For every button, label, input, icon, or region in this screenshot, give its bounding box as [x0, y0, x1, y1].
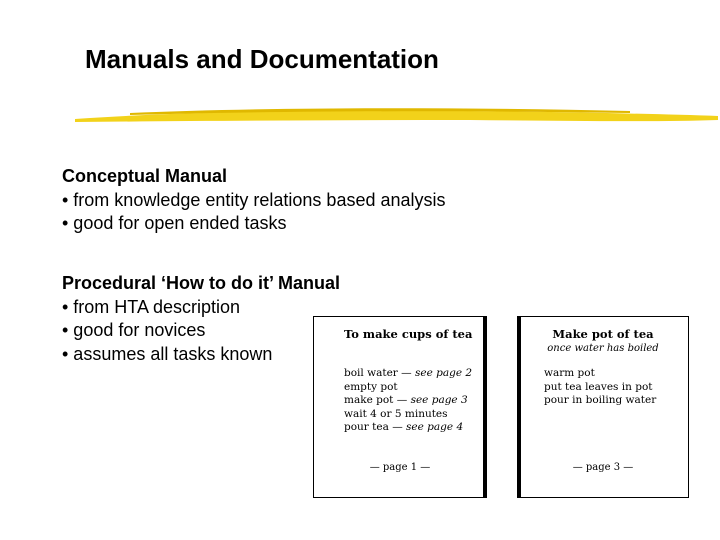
manual-page-subtitle: once water has boiled [547, 343, 659, 354]
manual-step: warm pot [544, 367, 595, 379]
procedural-bullet: • assumes all tasks known [62, 343, 273, 364]
manual-page-title: Make pot of tea [552, 327, 654, 341]
conceptual-heading: Conceptual Manual [62, 166, 228, 186]
procedural-bullet: • from HTA description [62, 296, 241, 317]
manual-step [344, 421, 472, 435]
step-page-ref: see page 2 [414, 367, 473, 379]
conceptual-section [62, 165, 446, 236]
step-text: pour tea — [344, 421, 407, 433]
manual-step [344, 381, 472, 395]
step-text: wait 4 or 5 minutes [344, 407, 448, 420]
step-text: make pot — [344, 394, 411, 406]
manual-page-steps [544, 367, 656, 408]
manual-page-number: — page 3 — [572, 462, 634, 473]
manual-step: pour in boiling water [544, 394, 657, 406]
step-page-ref: see page 3 [410, 394, 468, 406]
step-page-ref: see page 4 [406, 421, 464, 433]
manual-page-number: — page 1 — [369, 462, 431, 473]
conceptual-bullet: • good for open ended tasks [62, 213, 287, 233]
manual-page-1 [313, 316, 487, 498]
step-text: boil water — [344, 367, 415, 379]
manual-page-3 [517, 316, 689, 498]
manual-step: put tea leaves in pot [544, 380, 653, 393]
manual-page-title: To make cups of tea [344, 327, 473, 341]
slide-title: Manuals and Documentation [85, 44, 439, 74]
conceptual-bullet: • from knowledge entity relations based analysis [62, 189, 446, 210]
procedural-bullet: • good for novices [62, 320, 206, 340]
procedural-heading: Procedural ‘How to do it’ Manual [62, 273, 341, 293]
title-underline [70, 102, 720, 132]
manual-step [344, 408, 472, 422]
manual-page-steps [344, 367, 472, 435]
procedural-section [62, 272, 340, 366]
manual-step [344, 394, 472, 408]
step-text: empty pot [344, 380, 398, 393]
manual-step [344, 367, 472, 381]
